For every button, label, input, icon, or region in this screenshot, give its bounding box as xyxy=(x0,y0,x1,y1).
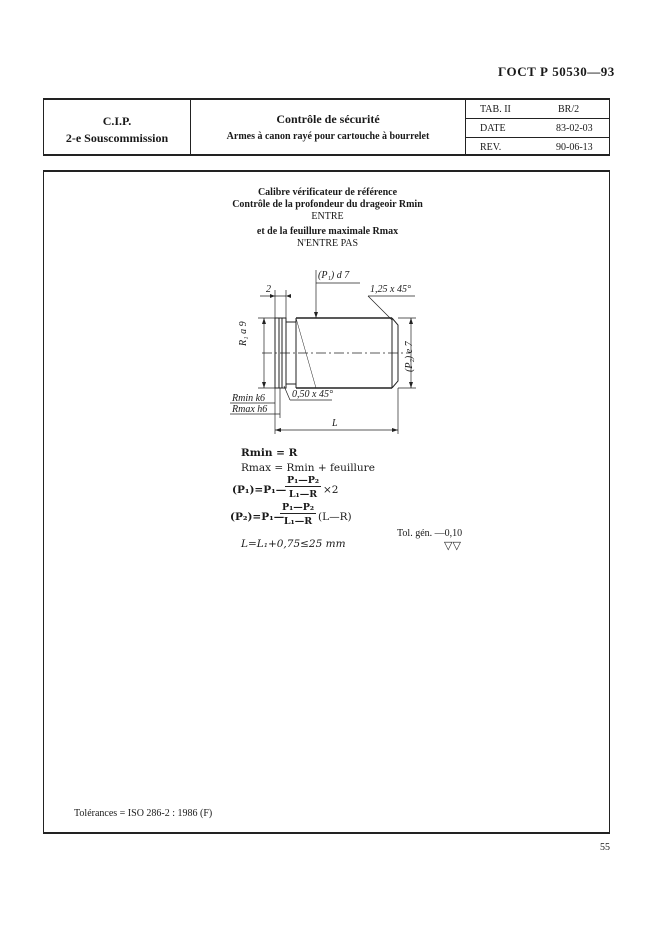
heading-line: ENTRE xyxy=(311,211,344,222)
standard-number: ГОСТ Р 50530—93 xyxy=(498,64,615,79)
rev-label: REV. xyxy=(480,142,502,153)
heading-line: N'ENTRE PAS xyxy=(296,238,359,249)
chamfer-top-label: 1,25 x 45° xyxy=(370,284,411,295)
page-number: 55 xyxy=(600,842,610,853)
formula-p2-numerator: P₁—P₂ xyxy=(281,502,315,513)
p2-tolerance-label: (P₂) e 7 xyxy=(404,341,415,372)
length-label: L xyxy=(332,418,338,429)
dim-2-label: 2 xyxy=(266,284,271,295)
org-name: C.I.P. xyxy=(102,114,132,128)
formula-p1-denominator: L₁—R xyxy=(288,489,318,500)
date-value: 83-02-03 xyxy=(556,123,593,134)
formula-p2-left: (P₂)=P₁— xyxy=(230,511,285,523)
doc-subtitle: Armes à canon rayé pour cartouche à bourrelet xyxy=(226,131,430,142)
p1-tolerance-label: (P₁) d 7 xyxy=(318,270,350,281)
subcommission: 2-e Souscommission xyxy=(65,131,169,145)
formula-p1-left: (P₁)=P₁— xyxy=(232,484,287,496)
tab-label: TAB. II xyxy=(480,104,511,115)
rev-value: 90-06-13 xyxy=(556,142,593,153)
date-label: DATE xyxy=(480,123,506,134)
formula-rmax: Rmax = Rmin + feuillure xyxy=(241,462,375,474)
chamfer-bottom-label: 0,50 x 45° xyxy=(292,389,333,400)
general-tolerance: Tol. gén. —0,10 xyxy=(397,528,463,539)
formula-length: L=L₁+0,75≤25 mm xyxy=(241,538,346,550)
heading-line: Contrôle de la profondeur du drageoir Rmin xyxy=(232,199,423,210)
formula-rmin: Rmin = R xyxy=(241,447,298,459)
formula-p1-numerator: P₁—P₂ xyxy=(286,475,320,486)
heading-line: et de la feuillure maximale Rmax xyxy=(256,226,399,237)
heading-line: Calibre vérificateur de référence xyxy=(257,187,398,198)
tab-value: BR/2 xyxy=(558,104,580,115)
rmax-label: Rmax h6 xyxy=(232,404,268,415)
doc-title: Contrôle de sécurité xyxy=(276,112,380,126)
r1-tolerance-label: R₁ a 9 xyxy=(238,321,249,346)
formula-p1-right: ×2 xyxy=(323,484,339,496)
surface-finish-symbol: ▽▽ xyxy=(444,540,461,552)
rmin-label: Rmin k6 xyxy=(232,393,266,404)
formula-p2-right: (L—R) xyxy=(318,511,352,523)
formula-p2-denominator: L₁—R xyxy=(283,516,313,527)
tolerances-reference: Tolérances = ISO 286-2 : 1986 (F) xyxy=(74,808,213,819)
